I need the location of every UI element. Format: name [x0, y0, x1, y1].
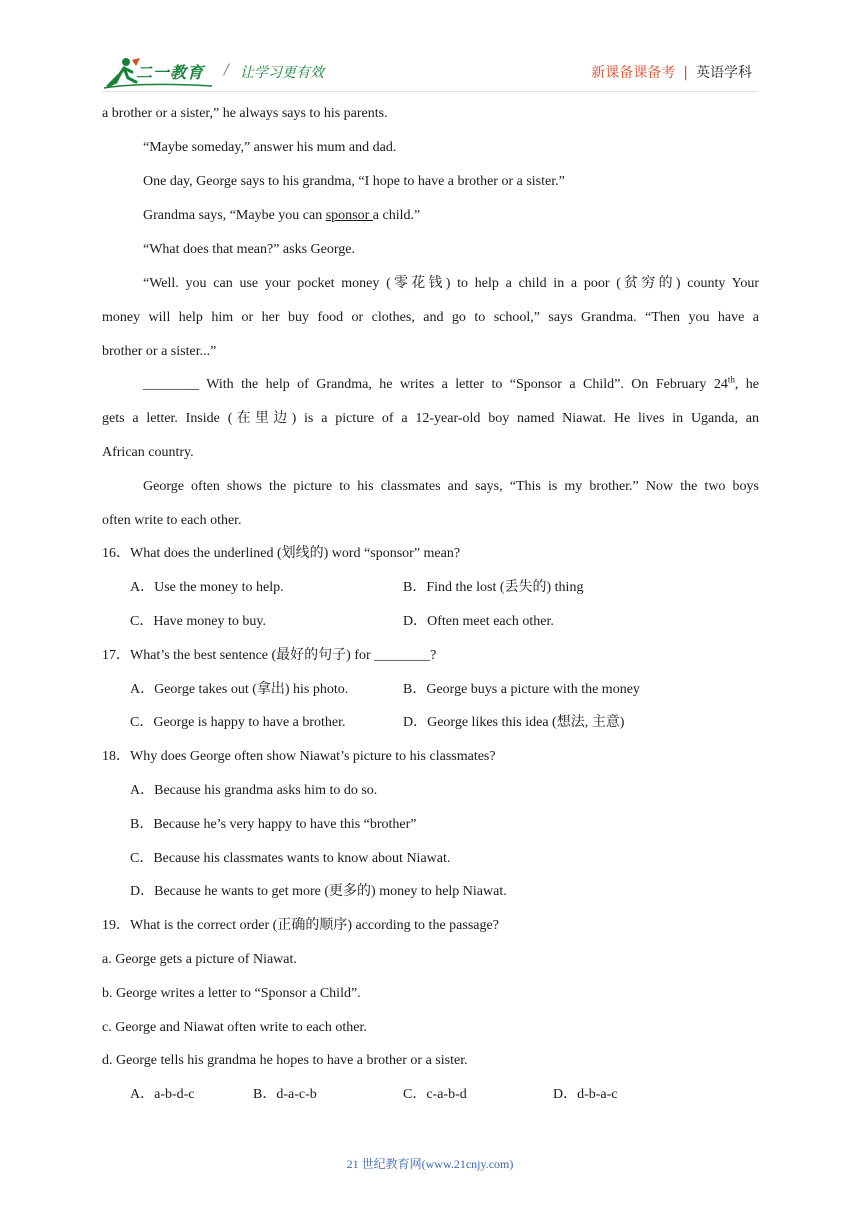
- passage-line: often write to each other.: [102, 513, 242, 528]
- option-b[interactable]: B．Find the lost (丢失的) thing: [403, 580, 584, 595]
- option-a[interactable]: A．Because his grandma asks him to do so.: [130, 783, 378, 798]
- option-row: [130, 579, 750, 597]
- option-d[interactable]: D．d-b-a-c: [553, 1087, 618, 1102]
- logo-text: 二一教育: [136, 63, 205, 82]
- option-b[interactable]: B．George buys a picture with the money: [403, 682, 640, 697]
- question-stem: 18．Why does George often show Niawat’s picture to his classmates?: [102, 749, 496, 764]
- header-slogan: 让学习更有效: [240, 65, 324, 81]
- sequence-item: c. George and Niawat often write to each other.: [102, 1020, 367, 1035]
- passage-line: “What does that mean?” asks George.: [143, 242, 355, 257]
- passage-line: [143, 376, 759, 394]
- header-course-label: 新课备课备考: [591, 65, 676, 81]
- sequence-item: b. George writes a letter to “Sponsor a Child”.: [102, 986, 361, 1001]
- option-d[interactable]: D．George likes this idea (想法, 主意): [403, 715, 625, 730]
- option-row: [130, 1086, 750, 1104]
- option-row: [130, 681, 750, 699]
- question-stem: 16．What does the underlined (划线的) word “sponsor” mean?: [102, 546, 461, 561]
- option-c[interactable]: C．c-a-b-d: [403, 1087, 467, 1102]
- text-span: Grandma says, “Maybe you can: [143, 208, 326, 223]
- question-stem: 17．What’s the best sentence (最好的句子) for ________?: [102, 648, 437, 663]
- option-row: [130, 613, 750, 631]
- passage-line: African country.: [102, 445, 194, 460]
- option-c[interactable]: C．Because his classmates wants to know about Niawat.: [130, 851, 451, 866]
- page-header: [102, 52, 758, 92]
- header-subject-label: 英语学科: [696, 65, 752, 81]
- superscript: th: [727, 374, 735, 385]
- passage-line: “Maybe someday,” answer his mum and dad.: [143, 140, 397, 155]
- passage-line: [143, 207, 420, 225]
- option-b[interactable]: B．Because he’s very happy to have this “brother”: [130, 817, 417, 832]
- option-b[interactable]: B．d-a-c-b: [253, 1087, 317, 1102]
- passage-line: George often shows the picture to his classmates and says, “This is my brother.” Now the two boys: [143, 479, 759, 494]
- passage-line: gets a letter. Inside (在里边) is a picture of a 12-year-old boy named Niawat. He lives in Uganda, an: [102, 411, 759, 426]
- option-c[interactable]: C．Have money to buy.: [130, 614, 266, 629]
- underlined-word: sponsor: [325, 208, 373, 223]
- question-stem: 19．What is the correct order (正确的顺序) according to the passage?: [102, 918, 499, 933]
- header-divider: /: [224, 62, 229, 78]
- option-d[interactable]: D．Often meet each other.: [403, 614, 554, 629]
- page-footer[interactable]: 21 世纪教育网(www.21cnjy.com): [346, 1157, 514, 1171]
- passage-line: brother or a sister...”: [102, 344, 217, 359]
- passage-line: One day, George says to his grandma, “I hope to have a brother or a sister.”: [143, 174, 565, 189]
- option-d[interactable]: D．Because he wants to get more (更多的) money to help Niawat.: [130, 884, 507, 899]
- sequence-item: a. George gets a picture of Niawat.: [102, 952, 297, 967]
- passage-line: a brother or a sister,” he always says to his parents.: [102, 106, 388, 121]
- header-right: [591, 62, 752, 82]
- text-span: , he: [734, 377, 760, 392]
- option-a[interactable]: A．a-b-d-c: [130, 1087, 195, 1102]
- option-a[interactable]: A．George takes out (拿出) his photo.: [130, 682, 349, 697]
- option-c[interactable]: C．George is happy to have a brother.: [130, 715, 346, 730]
- header-separator: |: [683, 65, 688, 81]
- text-span: ________ With the help of Grandma, he writes a letter to “Sponsor a Child”. On February 24: [143, 377, 728, 392]
- header-rule: [102, 91, 758, 92]
- option-a[interactable]: A．Use the money to help.: [130, 580, 284, 595]
- sequence-item: d. George tells his grandma he hopes to have a brother or a sister.: [102, 1053, 468, 1068]
- passage-line: money will help him or her buy food or clothes, and go to school,” says Grandma. “Then you have a: [102, 310, 759, 325]
- text-span: a child.”: [372, 208, 421, 223]
- passage-line: “Well. you can use your pocket money (零花钱) to help a child in a poor (贫穷的) county Your: [143, 276, 759, 291]
- option-row: [130, 714, 750, 732]
